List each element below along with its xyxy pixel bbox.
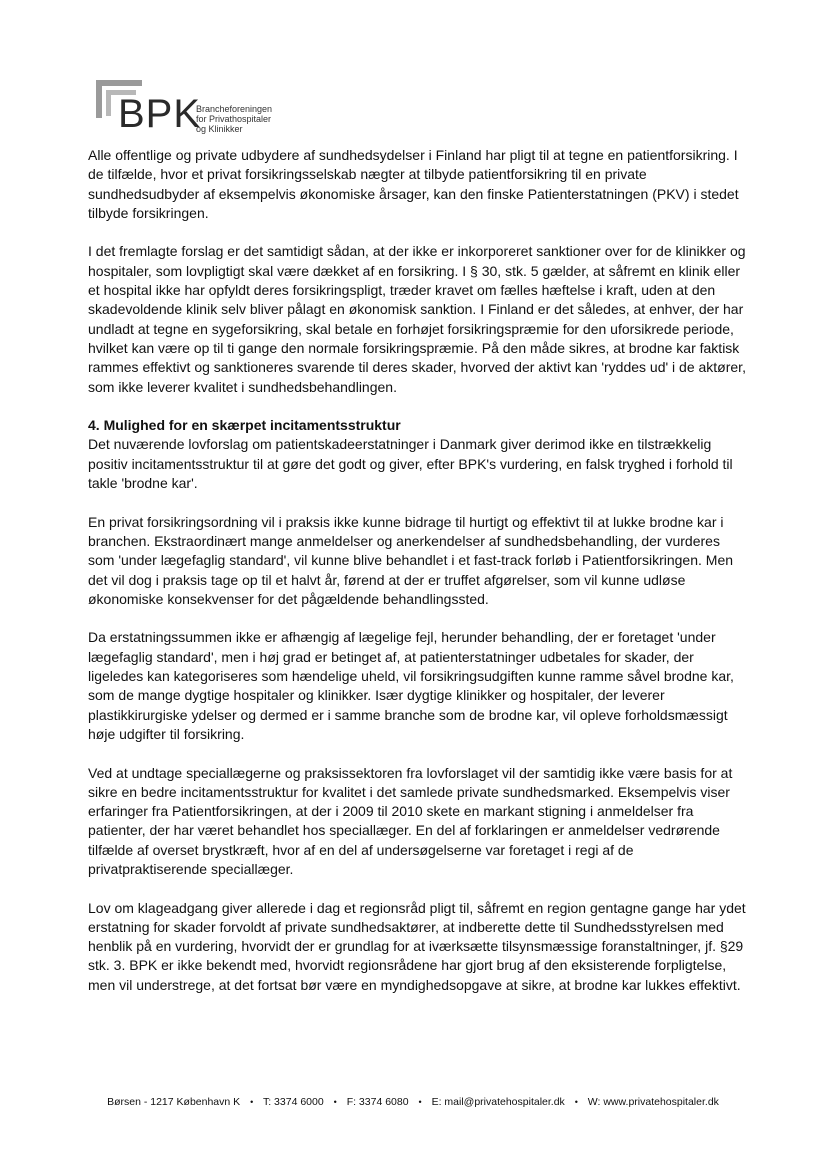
paragraph: Da erstatningssummen ikke er afhængig af lægelige fejl, herunder behandling, der er foretaget 'under lægefaglig standard', men i høj grad er betinget af, at patienterstatninger udbetales for skader, der ligeledes kan kategoriseres som hændelige uheld, vil forsikringsudgiften kunne ramme såvel brodne kar, som de mange dygtige hospitaler og klinikker. Især dygtige klinikker og hospitaler, der leverer plastikkirurgiske ydelser og dermed er i samme branche som de brodne kar, vil opleve forholdsmæssigt høje udgifter til forsikring. [88,629,734,742]
paragraph: Ved at undtage speciallægerne og praksissektoren fra lovforslaget vil der samtidig ikke være basis for at sikre en bedre incitamentsstruktur for kvalitet i det samlede private sundhedsmarked. Eksempelvis viser erfaringer fra Patientforsikringen, at der i 2009 til 2010 skete en markant stigning i anmeldelser fra patienter, der har været behandlet hos speciallæger. En del af forklaringen er anmeldelser vedrørende tilfælde af overset brystkræft, hvor af en del af undersøgelserne var foretaget i regi af de privatpraktiserende speciallæger. [88,764,733,877]
footer-fax: F: 3374 6080 [346,1096,409,1108]
paragraph: Alle offentlige og private udbydere af sundhedsydelser i Finland har pligt til at tegne en patientforsikring. I de tilfælde, hvor et privat forsikringsselskab nægter at tilbyde patientforsikring til en private sundhedsudbyder af eksempelvis økonomiske årsager, kan den finske Patienterstatningen (PKV) i stedet tilbyde forsikringen. [88,147,739,221]
footer-address: Børsen - 1217 København K [107,1096,241,1108]
footer-website: W: www.privatehospitaler.dk [587,1096,719,1108]
paragraph: En privat forsikringsordning vil i praksis ikke kunne bidrage til hurtigt og effektivt til at lukke brodne kar i branchen. Ekstraordinært mange anmeldelser og anerkendelser af sundhedsbehandling, der vurderes som 'under lægefaglig standard', vil kunne blive behandlet i et fast-track forløb i Patientforsikringen. Men det vil dog i praksis tage op til et halvt år, førend at der er truffet afgørelser, som vil kunne udløse økonomiske konsekvenser for det pågældende behandlingssted. [88,513,734,607]
logo-tagline [196,104,272,134]
logo-wordmark: BPK [118,92,202,136]
paragraph: Det nuværende lovforslag om patientskadeerstatninger i Danmark giver derimod ikke en tilstrækkelig positiv incitamentsstruktur til at gøre det godt og giver, efter BPK's vurdering, en falsk tryghed i forhold til takle 'brodne kar'. [88,436,733,492]
logo-tagline-line: for Privathospitaler [196,114,272,124]
page-footer [0,1096,826,1108]
footer-email: E: mail@privatehospitaler.dk [431,1096,565,1108]
paragraph: I det fremlagte forslag er det samtidigt sådan, at der ikke er inkorporeret sanktioner over for de klinikker og hospitaler, som lovpligtigt skal være dækket af en forsikring. I § 30, stk. 5 gælder, at såfremt en klinik eller et hospital ikke har opfyldt deres forsikringspligt, træder kravet om fælles hæftelse i kraft, uden at den skadevoldende klinik selv bliver pålagt en økonomisk sanktion. I Finland er det således, at enhver, der har undladt at tegne en sygeforsikring, skal betale en forhøjet forsikringspræmie for den uforsikrede periode, hvilket kan være op til ti gange den normale forsikringspræmie. På den måde sikres, at brodne kar faktisk rammes effektivt og sanktioneres svarende til deres skader, hvorved der aktivt kan 'ryddes ud' i de aktører, som ikke leverer kvalitet i sundhedsbehandlingen. [88,243,746,395]
section-heading: 4. Mulighed for en skærpet incitamentsstruktur [88,417,401,434]
footer-phone: T: 3374 6000 [262,1096,324,1108]
bpk-logo [92,78,292,146]
footer-separator: • [333,1097,337,1107]
logo-tagline-line: Brancheforeningen [196,104,273,114]
logo-tagline-line: og Klinikker [196,124,243,134]
paragraph: Lov om klageadgang giver allerede i dag et regionsråd pligt til, såfremt en region gentagne gange har ydet erstatning for skader forvoldt af private sundhedsaktører, at indberette dette til Sundhedsstyrelsen med henblik på en vurdering, hvorvidt der er grundlag for at iværksætte tilsynsmæssige foranstaltninger, jf. §29 stk. 3. BPK er ikke bekendt med, hvorvidt regionsrådene har gjort brug af den eksisterende forpligtelse, men vil understrege, at det fortsat bør være en myndighedsopgave at sikre, at brodne kar lukkes effektivt. [88,899,746,993]
footer-separator: • [574,1097,578,1107]
document-body [88,146,748,1014]
footer-separator: • [418,1097,422,1107]
footer-separator: • [250,1097,254,1107]
